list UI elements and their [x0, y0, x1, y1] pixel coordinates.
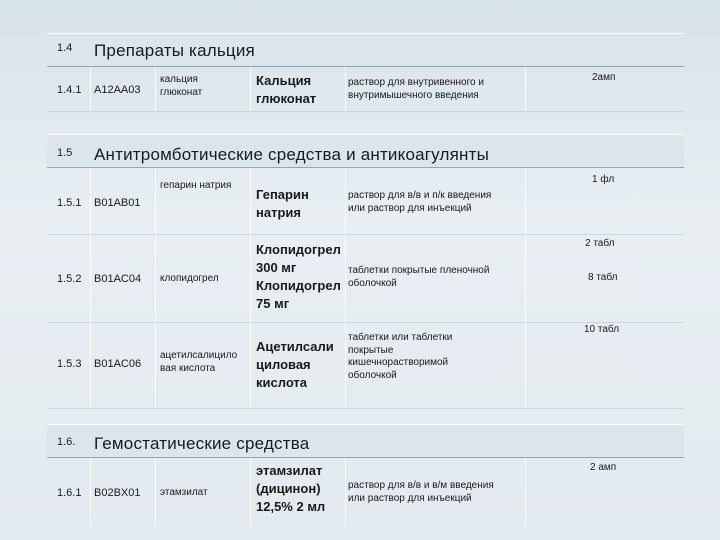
atc-code: B02BX01	[94, 487, 141, 499]
column-divider	[155, 458, 156, 526]
trade-name: Гепарин натрия	[256, 187, 309, 220]
quantity: 2 табл	[585, 238, 615, 249]
dosage-form: раствор для в/в и в/м введения или раствор для инъекций	[348, 480, 494, 504]
column-divider	[155, 67, 156, 111]
section-number: 1.4	[57, 42, 73, 54]
quantity: 2 амп	[590, 462, 617, 473]
quantity: 2амп	[592, 72, 616, 83]
inn-name: ацетилсалицило вая кислота	[160, 350, 238, 374]
quantity: 8 табл	[588, 272, 618, 283]
row-number: 1.5.3	[57, 358, 82, 370]
dosage-form: таблетки или таблетки покрытые кишечнорастворимой оболочкой	[348, 332, 453, 381]
inn-name: этамзилат	[160, 487, 208, 498]
column-divider	[90, 458, 91, 526]
atc-code: A12AA03	[94, 84, 141, 96]
column-divider	[90, 67, 91, 111]
inn-name: кальция глюконат	[160, 74, 203, 98]
section-number: 1.6.	[57, 436, 76, 448]
section-title: Препараты кальция	[94, 41, 255, 60]
atc-code: B01AC04	[94, 273, 142, 285]
section-title: Гемостатические средства	[94, 434, 310, 453]
atc-code: B01AC06	[94, 358, 142, 370]
quantity: 1 фл	[592, 174, 615, 185]
section-number: 1.5	[57, 147, 73, 159]
column-divider	[250, 458, 251, 526]
trade-name: Кальция глюконат	[256, 73, 317, 106]
row-number: 1.4.1	[57, 84, 82, 96]
column-divider	[525, 67, 526, 111]
dosage-form: таблетки покрытые пленочной оболочкой	[348, 265, 490, 289]
inn-name: гепарин натрия	[160, 180, 232, 191]
column-divider	[345, 168, 346, 408]
row-number: 1.5.2	[57, 273, 82, 285]
quantity: 10 табл	[584, 324, 620, 335]
column-divider	[155, 168, 156, 408]
trade-name: Клопидогрел 300 мг Клопидогрел 75 мг	[256, 242, 341, 311]
inn-name: клопидогрел	[160, 273, 219, 284]
column-divider	[345, 458, 346, 526]
column-divider	[525, 168, 526, 408]
dosage-form: раствор для в/в и п/к введения или раствор для инъекций	[348, 190, 492, 214]
column-divider	[345, 67, 346, 111]
trade-name: этамзилат (дицинон) 12,5% 2 мл	[256, 463, 326, 514]
section-title: Антитромботические средства и антикоагулянты	[94, 145, 490, 164]
column-divider	[250, 67, 251, 111]
column-divider	[90, 168, 91, 408]
dosage-form: раствор для внутривенного и внутримышечного введения	[348, 77, 484, 101]
row-number: 1.6.1	[57, 487, 82, 499]
atc-code: B01AB01	[94, 197, 141, 209]
trade-name: Ацетилсали циловая кислота	[256, 339, 334, 390]
column-divider	[525, 458, 526, 526]
row-number: 1.5.1	[57, 197, 82, 209]
column-divider	[250, 168, 251, 408]
